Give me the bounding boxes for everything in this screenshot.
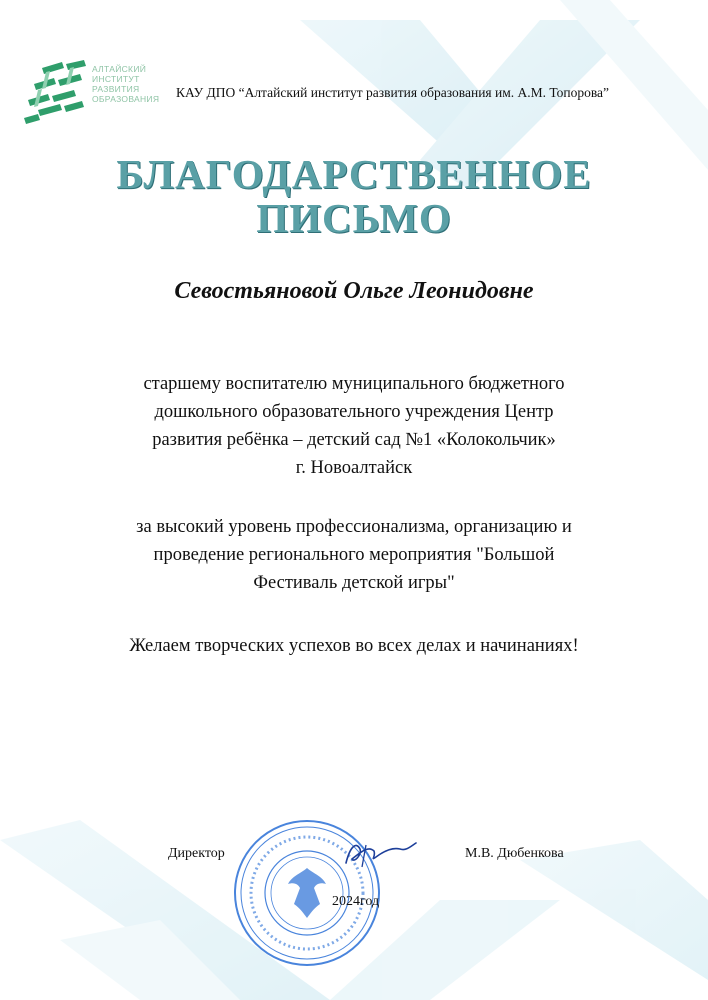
title-line-1: БЛАГОДАРСТВЕННОЕ <box>116 151 592 197</box>
logo-line: ОБРАЗОВАНИЯ <box>92 94 160 104</box>
position-line: г. Новоалтайск <box>295 458 413 478</box>
position-line: дошкольного образовательного учреждения Центр <box>154 402 554 422</box>
director-label: Директор <box>168 846 225 861</box>
issue-year: 2024год <box>332 894 380 909</box>
logo-line: АЛТАЙСКИЙ <box>92 64 147 74</box>
position-line: старшему воспитателю муниципального бюджетного <box>143 374 565 394</box>
logo-line: РАЗВИТИЯ <box>92 84 140 94</box>
wish-text: Желаем творческих успехов во всех делах и начинаниях! <box>129 636 579 656</box>
organization-name: КАУ ДПО “Алтайский институт развития образования им. А.М. Топорова” <box>176 85 610 100</box>
logo-wordmark <box>92 64 172 104</box>
reason-line: Фестиваль детской игры" <box>253 573 455 593</box>
reason-line: за высокий уровень профессионализма, организацию и <box>136 517 572 537</box>
reason-paragraph <box>0 513 708 597</box>
reason-line: проведение регионального мероприятия "Большой <box>153 545 555 565</box>
position-line: развития ребёнка – детский сад №1 «Колокольчик» <box>152 430 556 450</box>
recipient-name: Севостьяновой Ольге Леонидовне <box>174 278 534 304</box>
handwritten-signature <box>340 833 420 873</box>
position-paragraph <box>0 370 708 482</box>
title-line-2: ПИСЬМО <box>256 195 452 241</box>
logo-line: ИНСТИТУТ <box>92 74 140 84</box>
director-name: М.В. Дюбенкова <box>465 846 564 861</box>
